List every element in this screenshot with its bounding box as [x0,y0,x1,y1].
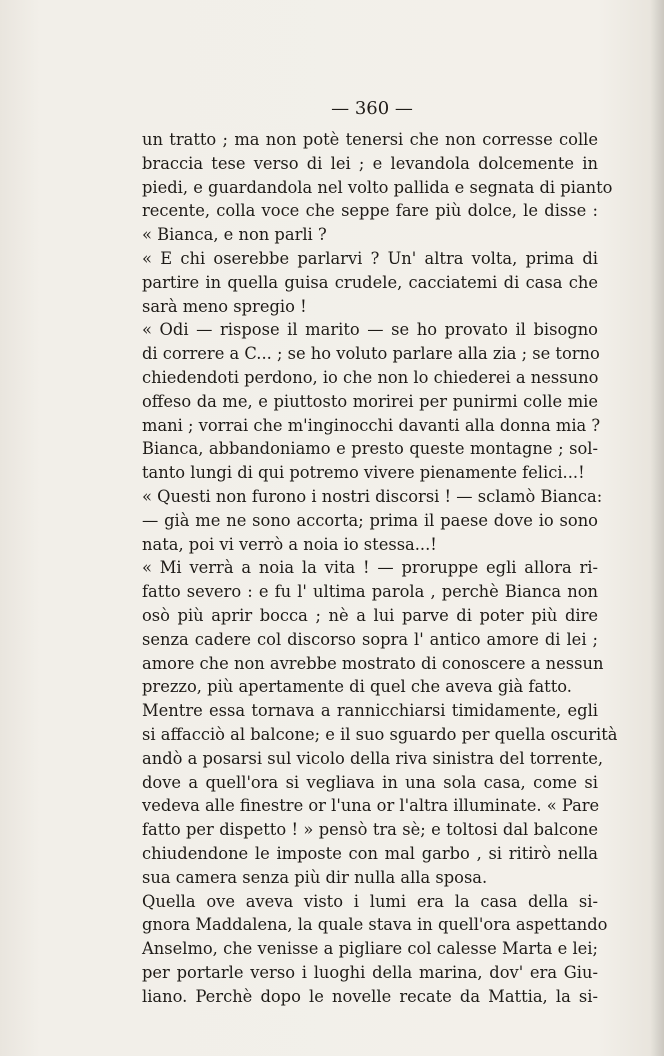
text-line: Quella ove aveva visto i lumi era la casa della si- [142,891,598,911]
text-line: braccia tese verso di lei ; e levandola dolcemente in [142,153,598,173]
text-line: partire in quella guisa crudele, cacciatemi di casa che [142,272,598,292]
text-line: « Mi verrà a noia la vita ! — proruppe egli allora ri- [142,558,598,578]
text-line: osò più aprir bocca ; nè a lui parve di poter più dire [142,605,598,625]
page-edge-shadow [650,0,664,1056]
text-line: tanto lungi di qui potremo vivere pienamente felici...! [142,463,585,483]
text-line: offeso da me, e piuttosto morirei per punirmi colle mie [142,391,598,411]
text-line: mani ; vorrai che m'inginocchi davanti alla donna mia ? [142,415,601,435]
text-line: recente, colla voce che seppe fare più dolce, le disse : [142,201,598,221]
text-line: — già me ne sono accorta; prima il paese dove io sono [142,510,598,530]
text-line: fatto severo : e fu l' ultima parola , perchè Bianca non [142,582,598,602]
text-line: Mentre essa tornava a rannicchiarsi timidamente, egli [142,701,598,721]
text-line: « Odi — rispose il marito — se ho provato il bisogno [142,320,598,340]
text-line: « Questi non furono i nostri discorsi ! — sclamò Bianca: [142,486,603,506]
text-line: amore che non avrebbe mostrato di conoscere a nessun [142,653,604,673]
text-line: chiedendoti perdono, io che non lo chiederei a nessuno [142,367,599,387]
text-line: nata, poi vi verrò a noia io stessa...! [142,534,437,554]
text-line: si affacciò al balcone; e il suo sguardo per quella oscurità [142,724,618,744]
text-line: senza cadere col discorso sopra l' antico amore di lei ; [142,629,598,649]
page-number: — 360 — [331,98,413,119]
text-line: prezzo, più apertamente di quel che aveva già fatto. [142,677,572,697]
body-text [142,128,618,1008]
text-line: dove a quell'ora si vegliava in una sola casa, come si [142,772,598,792]
text-line: andò a posarsi sul vicolo della riva sinistra del torrente, [142,748,604,768]
text-line: di correre a C... ; se ho voluto parlare alla zia ; se torno [142,344,600,364]
text-line: liano. Perchè dopo le novelle recate da Mattia, la si- [142,986,598,1006]
text-line: piedi, e guardandola nel volto pallida e segnata di pianto [142,177,613,197]
text-line: gnora Maddalena, la quale stava in quell'ora aspettando [142,915,608,935]
text-line: Anselmo, che venisse a pigliare col calesse Marta e lei; [142,939,598,959]
text-line: sarà meno spregio ! [142,296,307,316]
text-line: fatto per dispetto ! » pensò tra sè; e toltosi dal balcone [142,820,598,840]
text-line: « E chi oserebbe parlarvi ? Un' altra volta, prima di [142,248,598,268]
text-line: chiudendone le imposte con mal garbo , si ritirò nella [142,843,598,863]
text-line: un tratto ; ma non potè tenersi che non corresse colle [142,130,598,149]
text-line: « Bianca, e non parli ? [142,225,327,245]
text-line: vedeva alle finestre or l'una or l'altra illuminate. « Pare [142,796,600,816]
text-line: sua camera senza più dir nulla alla sposa. [142,867,488,887]
text-line: Bianca, abbandoniamo e presto queste montagne ; sol- [142,439,598,459]
text-line: per portarle verso i luoghi della marina, dov' era Giu- [142,962,598,982]
